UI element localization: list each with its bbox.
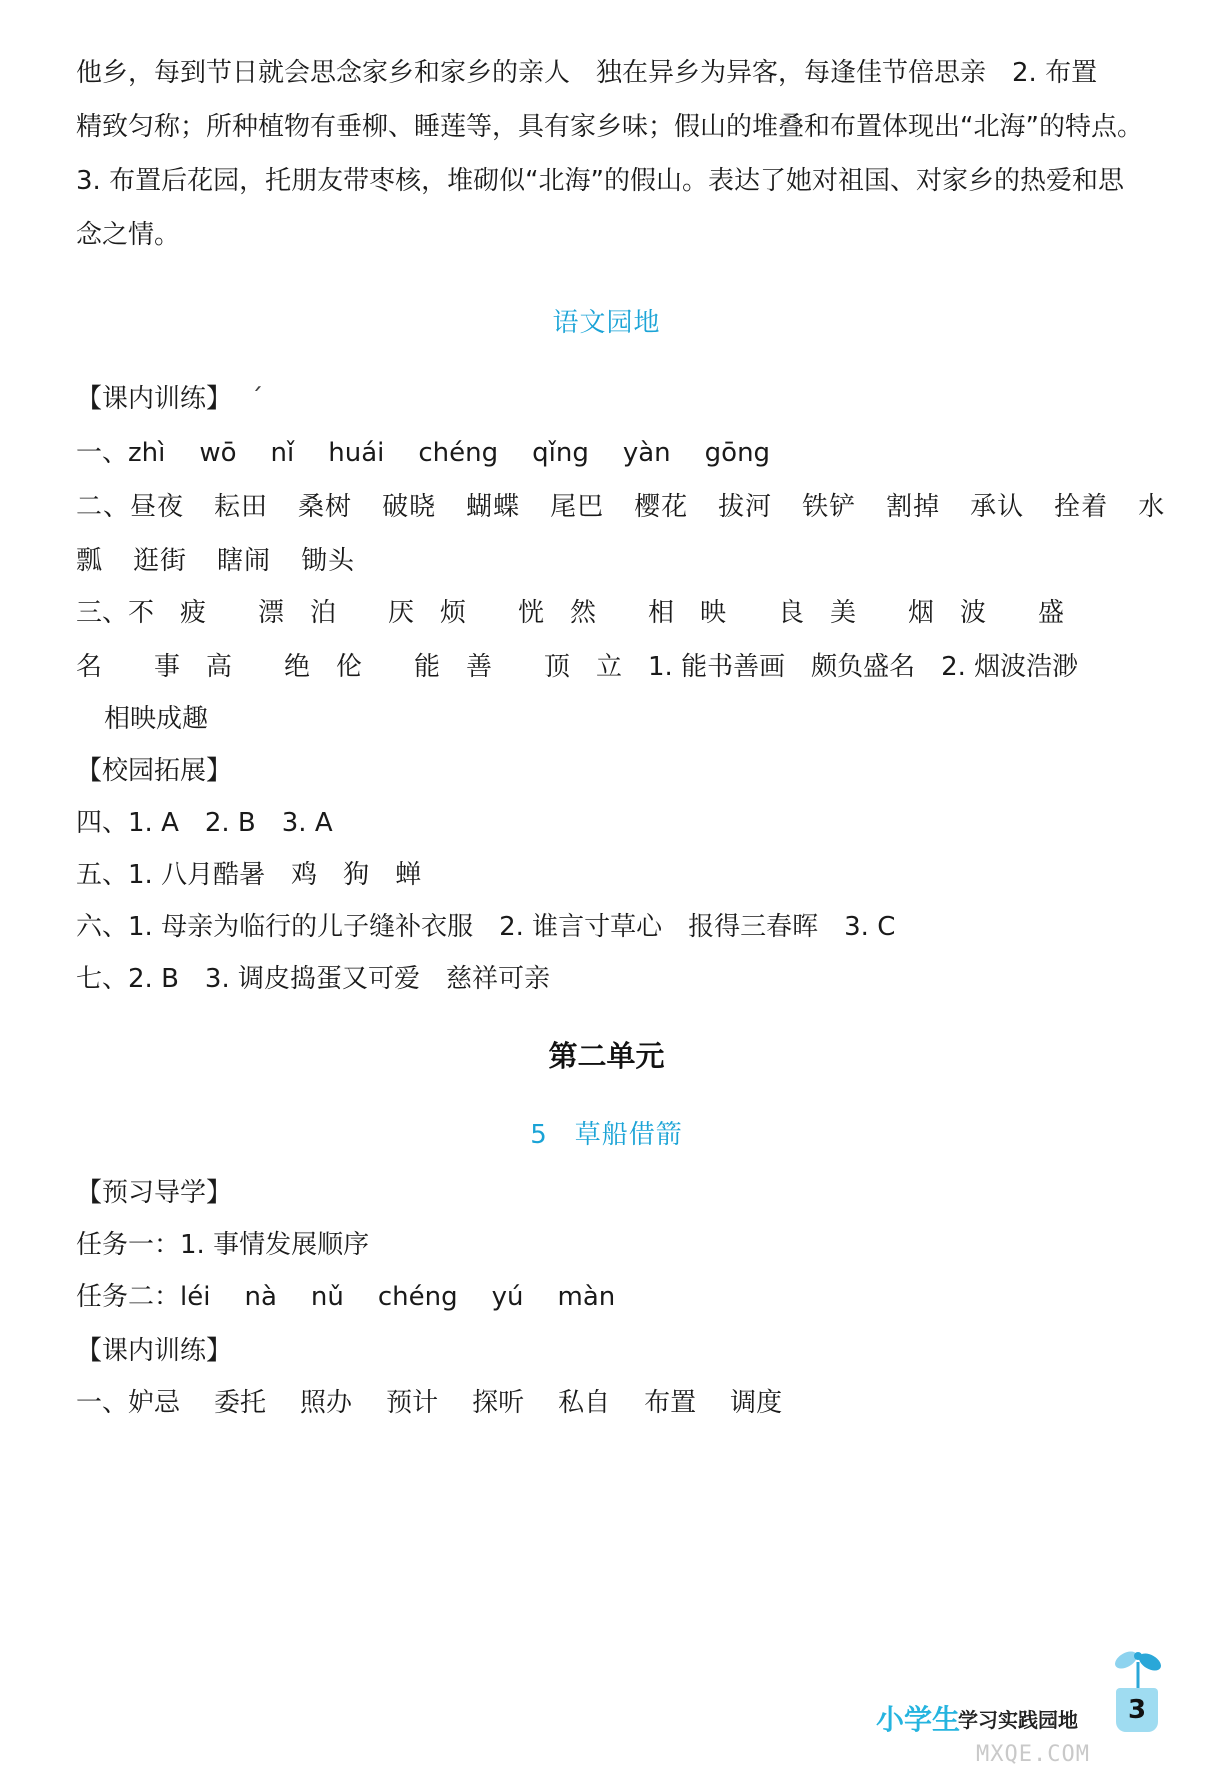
question-two-cont: 瓢 逛街 瞎闹 锄头 xyxy=(76,546,356,576)
question-four: 四、1. A 2. B 3. A xyxy=(76,808,333,838)
answer-line: 3. 布置后花园，托朋友带枣核，堆砌似“北海”的假山。表达了她对祖国、对家乡的热爱和思 xyxy=(76,166,1125,196)
section-label: 【校园拓展】 xyxy=(76,756,233,786)
section-label: 【预习导学】 xyxy=(76,1178,233,1208)
answer-line: 他乡，每到节日就会思念家乡和家乡的亲人 独在异乡为异客，每逢佳节倍思亲 2. 布置 xyxy=(76,58,1098,88)
section-label: 【课内训练】 ˊ xyxy=(76,384,264,414)
brand-logo-text: 小学生 xyxy=(876,1703,961,1736)
question-seven: 七、2. B 3. 调皮捣蛋又可爱 慈祥可亲 xyxy=(76,964,550,994)
unit-title: 第二单元 xyxy=(548,1039,665,1073)
answer-line: 念之情。 xyxy=(76,220,181,250)
question-three: 三、不 疲 漂 泊 厌 烦 恍 然 相 映 良 美 烟 波 盛 xyxy=(76,598,1065,628)
section-title: 语文园地 xyxy=(552,308,661,338)
section-label: 【课内训练】 xyxy=(76,1336,233,1366)
question-one-b: 一、妒忌 委托 照办 预计 探听 私自 布置 调度 xyxy=(76,1388,783,1418)
page-footer xyxy=(876,1676,1176,1786)
watermark: MXQE.COM xyxy=(976,1742,1090,1767)
task-two: 任务二：léi nà nǔ chéng yú màn xyxy=(76,1282,616,1312)
question-three-cont: 相映成趣 xyxy=(104,704,209,734)
question-six: 六、1. 母亲为临行的儿子缝补衣服 2. 谁言寸草心 报得三春晖 3. C xyxy=(76,912,896,942)
answer-line: 精致匀称；所种植物有垂柳、睡莲等，具有家乡味；假山的堆叠和布置体现出“北海”的特点。 xyxy=(76,112,1143,142)
task-one: 任务一：1. 事情发展顺序 xyxy=(76,1230,370,1260)
sprout-icon xyxy=(1108,1648,1168,1692)
page-number: 3 xyxy=(1116,1688,1158,1732)
brand-subtitle: 学习实践园地 xyxy=(958,1708,1078,1732)
question-two: 二、昼夜 耘田 桑树 破晓 蝴蝶 尾巴 樱花 拔河 铁铲 割掉 承认 拴着 水 xyxy=(76,492,1166,522)
question-five: 五、1. 八月酷暑 鸡 狗 蝉 xyxy=(76,860,422,890)
lesson-title: 5 草船借箭 xyxy=(530,1120,683,1150)
question-one: 一、zhì wō nǐ huái chéng qǐng yàn gōng xyxy=(76,438,771,468)
question-three-cont: 名 事 高 绝 伦 能 善 顶 立 1. 能书善画 颇负盛名 2. 烟波浩渺 xyxy=(76,652,1079,682)
